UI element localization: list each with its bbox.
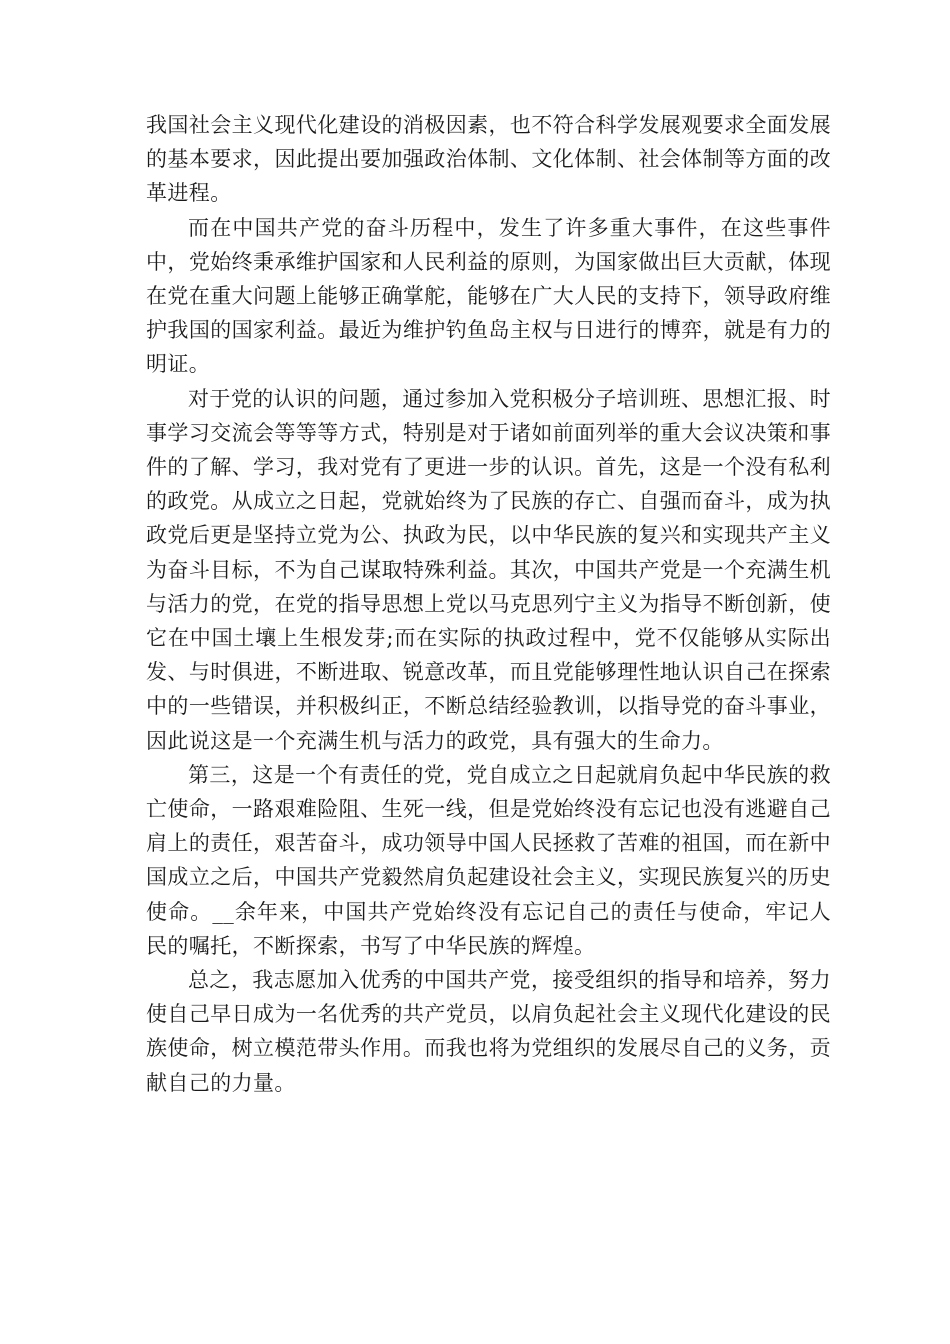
paragraph-5: 总之，我志愿加入优秀的中国共产党，接受组织的指导和培养，努力使自己早日成为一名优秀的共产党员，以肩负起社会主义现代化建设的民族使命，树立模范带头作用。而我也将为党组织的发展尽自己的义务，贡献自己的力量。 [146, 968, 831, 1095]
document-body [146, 108, 831, 1100]
paragraph-2: 而在中国共产党的奋斗历程中，发生了许多重大事件，在这些事件中，党始终秉承维护国家和人民利益的原则，为国家做出巨大贡献，体现在党在重大问题上能够正确掌舵，能够在广大人民的支持下，领导政府维护我国的国家利益。最近为维护钓鱼岛主权与日进行的博弈，就是有力的明证。 [146, 215, 831, 377]
paragraph-4: 第三，这是一个有责任的党，党自成立之日起就肩负起中华民族的救亡使命，一路艰难险阻、生死一线，但是党始终没有忘记也没有逃避自己肩上的责任，艰苦奋斗，成功领导中国人民拯救了苦难的祖国，而在新中国成立之后，中国共产党毅然肩负起建设社会主义，实现民族复兴的历史使命。__余年来，中国共产党始终没有忘记自己的责任与使命，牢记人民的嘱托，不断探索，书写了中华民族的辉煌。 [146, 762, 831, 958]
paragraph-3: 对于党的认识的问题，通过参加入党积极分子培训班、思想汇报、时事学习交流会等等等方式，特别是对于诸如前面列举的重大会议决策和事件的了解、学习，我对党有了更进一步的认识。首先，这是一个没有私利的政党。从成立之日起，党就始终为了民族的存亡、自强而奋斗，成为执政党后更是坚持立党为公、执政为民，以中华民族的复兴和实现共产主义为奋斗目标，不为自己谋取特殊利益。其次，中国共产党是一个充满生机与活力的党，在党的指导思想上党以马克思列宁主义为指导不断创新，使它在中国土壤上生根发芽;而在实际的执政过程中，党不仅能够从实际出发、与时俱进，不断进取、锐意改革，而且党能够理性地认识自己在探索中的一些错误，并积极纠正，不断总结经验教训，以指导党的奋斗事业，因此说这是一个充满生机与活力的政党，具有强大的生命力。 [146, 386, 831, 753]
paragraph-1: 我国社会主义现代化建设的消极因素，也不符合科学发展观要求全面发展的基本要求，因此提出要加强政治体制、文化体制、社会体制等方面的改革进程。 [146, 113, 831, 206]
